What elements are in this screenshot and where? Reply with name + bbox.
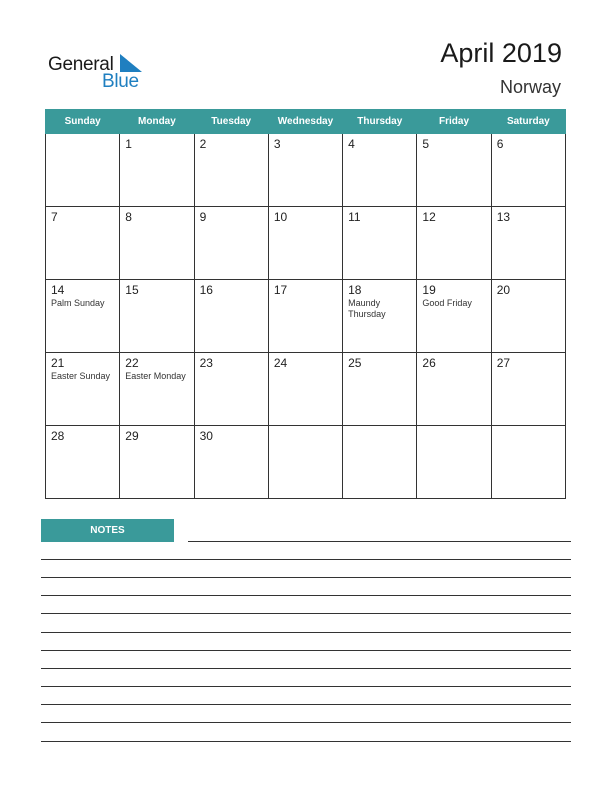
day-cell	[491, 207, 565, 280]
day-cell	[120, 134, 194, 207]
note-line[interactable]	[188, 541, 571, 542]
day-cell	[46, 134, 120, 207]
day-number: 21	[51, 356, 65, 370]
week-row	[46, 207, 566, 280]
day-number: 26	[422, 356, 436, 370]
day-cell	[343, 207, 417, 280]
note-line[interactable]	[41, 686, 571, 687]
day-cell	[120, 207, 194, 280]
day-number: 4	[348, 137, 355, 151]
day-number: 30	[199, 429, 213, 443]
holiday-label: Easter Sunday	[51, 371, 111, 381]
day-cell	[120, 353, 194, 426]
note-line[interactable]	[41, 650, 571, 651]
week-row	[46, 426, 566, 499]
day-cell	[343, 280, 417, 353]
weekday-header: Monday	[120, 110, 194, 134]
day-cell	[268, 353, 342, 426]
day-cell	[194, 280, 268, 353]
day-number: 3	[273, 137, 281, 151]
day-number: 22	[125, 356, 139, 370]
day-number: 7	[51, 210, 58, 224]
day-number: 12	[422, 210, 436, 224]
note-line[interactable]	[41, 668, 571, 669]
notes-label: NOTES	[41, 519, 174, 542]
day-number: 14	[51, 283, 65, 297]
day-number: 20	[496, 283, 511, 297]
country-label: Norway	[499, 77, 561, 97]
day-cell	[120, 426, 194, 499]
day-cell	[491, 134, 565, 207]
day-number: 9	[199, 210, 207, 224]
day-number: 11	[348, 210, 361, 224]
day-cell	[491, 280, 565, 353]
day-cell	[194, 207, 268, 280]
day-cell	[268, 134, 342, 207]
note-line[interactable]	[41, 613, 571, 614]
logo	[48, 52, 158, 92]
day-cell	[268, 207, 342, 280]
day-number: 13	[496, 210, 511, 224]
day-cell	[46, 207, 120, 280]
day-number: 19	[422, 283, 436, 297]
day-number: 8	[125, 210, 132, 224]
day-number: 28	[51, 429, 65, 443]
day-cell	[343, 426, 417, 499]
day-cell	[194, 426, 268, 499]
day-cell	[491, 426, 565, 499]
day-cell	[343, 134, 417, 207]
day-number: 5	[422, 137, 430, 151]
day-cell	[417, 134, 491, 207]
day-number: 23	[199, 356, 213, 370]
day-cell	[268, 280, 342, 353]
day-number: 6	[496, 137, 504, 151]
day-number: 25	[348, 356, 362, 370]
day-number: 10	[273, 210, 288, 224]
note-line[interactable]	[41, 595, 571, 596]
note-line[interactable]	[41, 722, 571, 723]
note-line[interactable]	[41, 632, 571, 633]
day-cell	[417, 353, 491, 426]
note-line[interactable]	[41, 559, 571, 560]
day-number: 27	[496, 356, 511, 370]
day-cell	[46, 426, 120, 499]
holiday-label: Palm Sunday	[51, 298, 105, 308]
holiday-label: Maundy Thursday	[348, 298, 386, 319]
day-number: 2	[199, 137, 207, 151]
day-cell	[46, 353, 120, 426]
logo-blue-text: Blue	[102, 71, 139, 92]
day-number: 24	[273, 356, 288, 370]
day-cell	[417, 280, 491, 353]
day-cell	[268, 426, 342, 499]
day-number: 16	[199, 283, 213, 297]
holiday-label: Good Friday	[422, 298, 472, 308]
week-row	[46, 280, 566, 353]
day-cell	[46, 280, 120, 353]
day-number: 18	[348, 283, 362, 297]
weekday-header: Tuesday	[194, 110, 268, 134]
day-cell	[343, 353, 417, 426]
logo-general-text: General	[48, 54, 114, 75]
weekday-header-row	[46, 110, 566, 134]
day-number: 29	[125, 429, 139, 443]
week-row	[46, 353, 566, 426]
day-cell	[417, 426, 491, 499]
weekday-header: Wednesday	[268, 110, 342, 134]
day-cell	[194, 134, 268, 207]
weekday-header: Saturday	[491, 110, 565, 134]
day-cell	[194, 353, 268, 426]
day-cell	[120, 280, 194, 353]
weekday-header: Thursday	[343, 110, 417, 134]
weekday-header: Friday	[417, 110, 491, 134]
weekday-header: Sunday	[46, 110, 120, 134]
week-row	[46, 134, 566, 207]
holiday-label: Easter Monday	[125, 371, 186, 381]
day-cell	[491, 353, 565, 426]
page-title: April 2019	[440, 38, 562, 68]
day-number: 1	[125, 137, 132, 151]
logo-triangle-icon	[120, 54, 142, 72]
day-number: 15	[125, 283, 139, 297]
day-cell	[417, 207, 491, 280]
note-line[interactable]	[41, 577, 571, 578]
day-number: 17	[273, 283, 288, 297]
calendar-grid	[45, 109, 566, 499]
note-line[interactable]	[41, 741, 571, 742]
note-line[interactable]	[41, 704, 571, 705]
